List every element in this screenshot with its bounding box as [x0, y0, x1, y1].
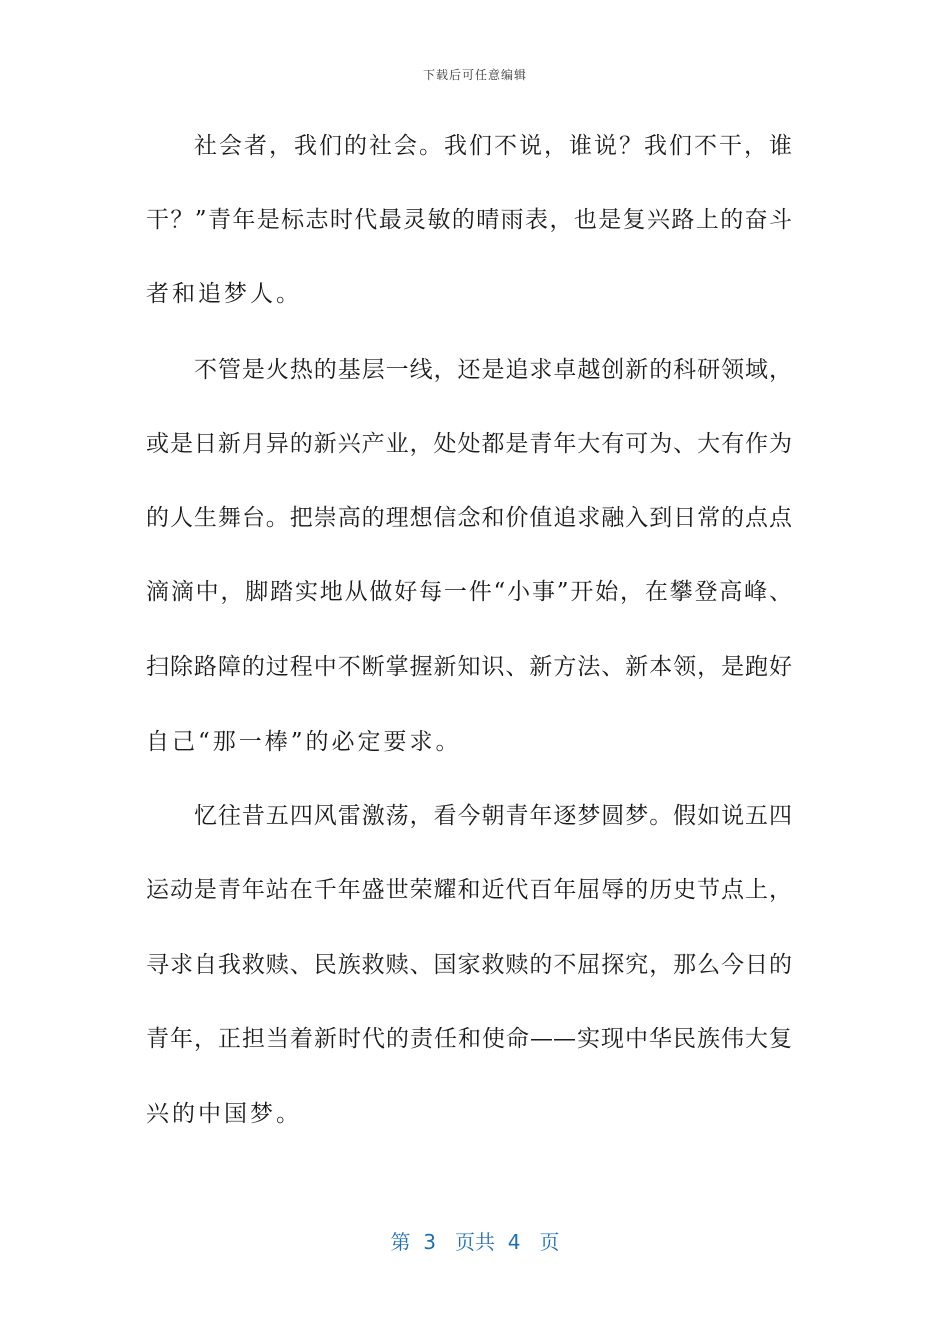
paragraph-2-line-4: 滴滴中，脚踏实地从做好每一件“小事”开始，在攀登高峰、 — [146, 579, 792, 605]
paragraph-3-line-4: 青年，正担当着新时代的责任和使命——实现中华民族伟大复 — [146, 1026, 792, 1052]
paragraph-2-line-6: 自己“那一棒”的必定要求。 — [146, 729, 462, 755]
page-header: 下载后可任意编辑 — [422, 68, 527, 82]
page-number-footer: 第 3 页共 4 页 — [390, 1230, 560, 1254]
paragraph-1-line-3: 者和追梦人。 — [146, 281, 302, 307]
paragraph-2-line-5: 扫除路障的过程中不断掌握新知识、新方法、新本领，是跑好 — [146, 654, 792, 680]
paragraph-1-line-1: 社会者，我们的社会。我们不说，谁说？我们不干，谁 — [194, 133, 792, 159]
paragraph-3-line-2: 运动是青年站在千年盛世荣耀和近代百年屈辱的历史节点上， — [146, 877, 792, 903]
paragraph-1-line-2: 干？”青年是标志时代最灵敏的晴雨表，也是复兴路上的奋斗 — [146, 207, 792, 233]
paragraph-3-line-5: 兴的中国梦。 — [146, 1101, 302, 1127]
paragraph-3-line-1: 忆往昔五四风雷激荡，看今朝青年逐梦圆梦。假如说五四 — [194, 803, 792, 829]
paragraph-2-line-3: 的人生舞台。把崇高的理想信念和价值追求融入到日常的点点 — [146, 505, 792, 531]
paragraph-2-line-1: 不管是火热的基层一线，还是追求卓越创新的科研领域， — [194, 357, 792, 383]
paragraph-3-line-3: 寻求自我救赎、民族救赎、国家救赎的不屈探究，那么今日的 — [146, 952, 792, 978]
paragraph-2-line-2: 或是日新月异的新兴产业，处处都是青年大有可为、大有作为 — [146, 431, 792, 457]
